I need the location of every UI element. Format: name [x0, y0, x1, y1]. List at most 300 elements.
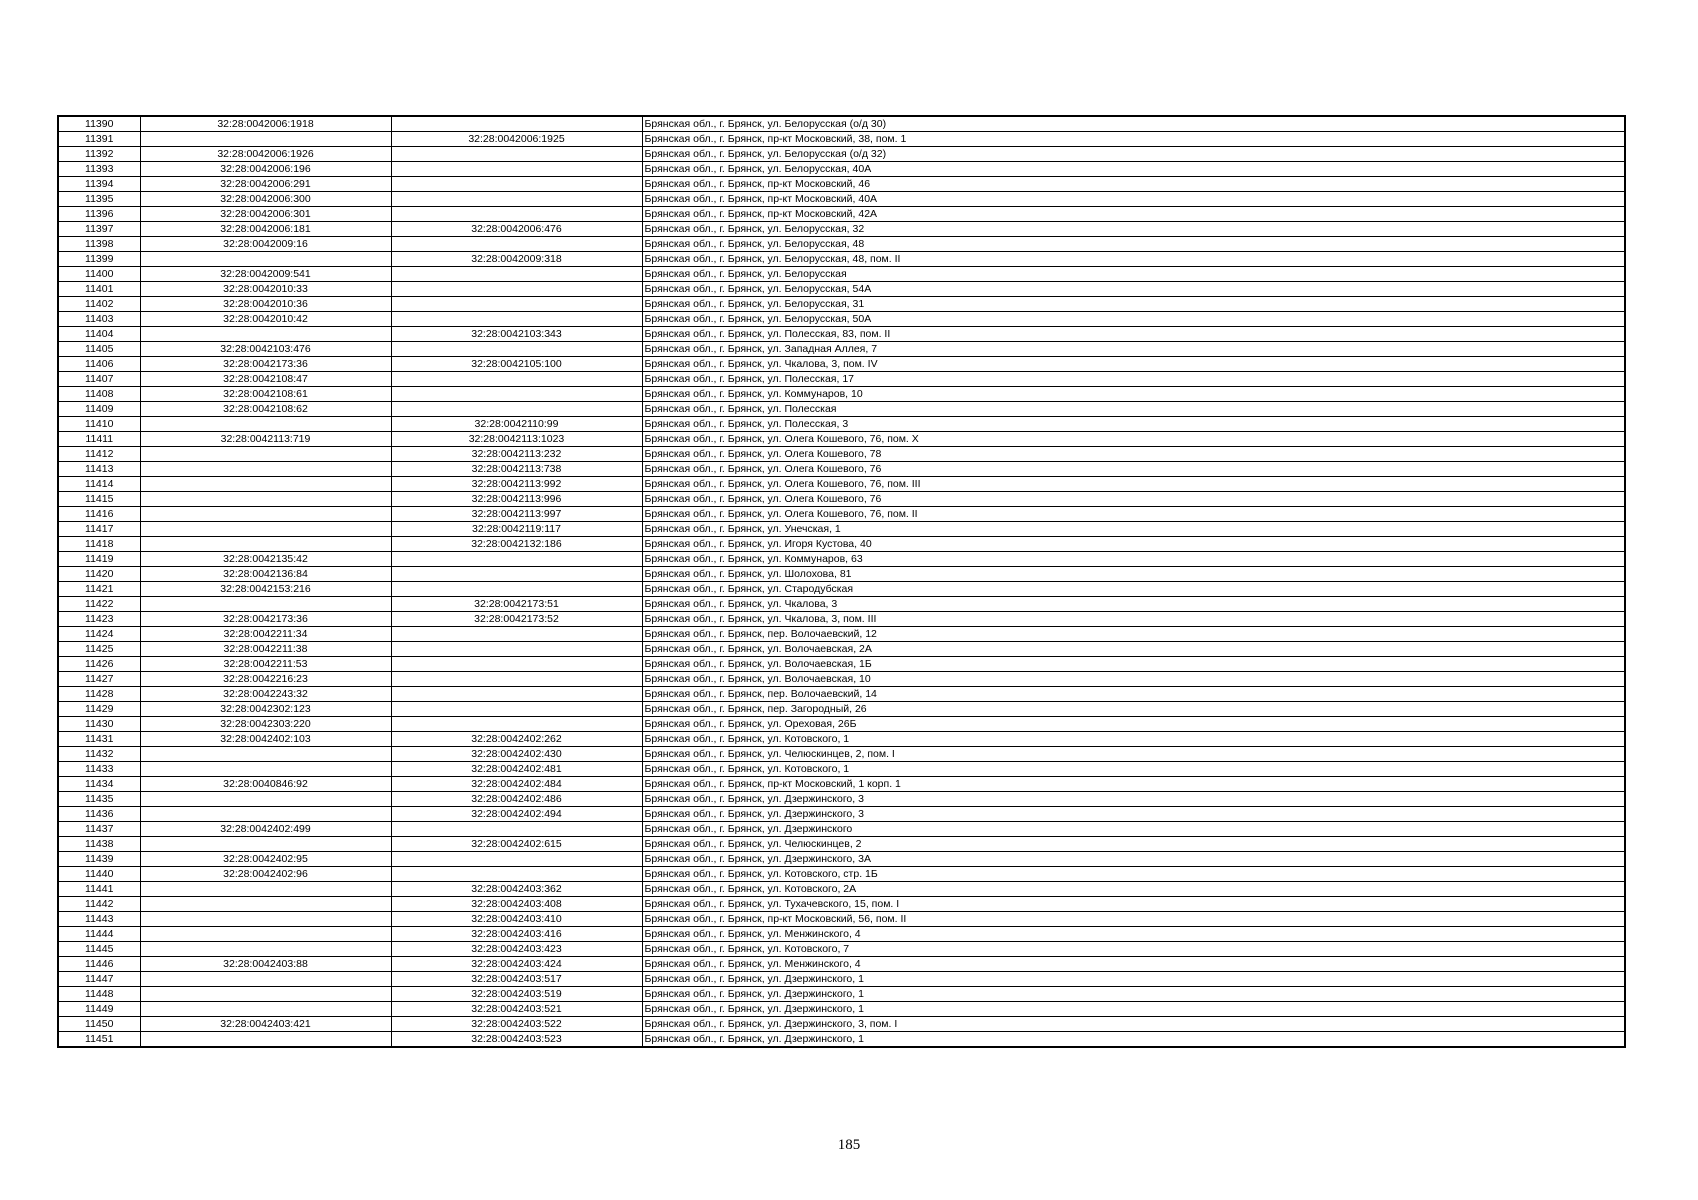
row-number-cell: 11392 [58, 147, 140, 162]
cadastral-number-cell: 32:28:0042006:1918 [140, 116, 391, 132]
table-row [58, 702, 1625, 717]
cadastral-number-cell [140, 897, 391, 912]
cadastral-number-cell: 32:28:0042006:181 [140, 222, 391, 237]
table-row [58, 477, 1625, 492]
address-cell: Брянская обл., г. Брянск, ул. Дзержинского, 1 [642, 972, 1625, 987]
table-row [58, 297, 1625, 312]
row-number-cell: 11412 [58, 447, 140, 462]
table-row [58, 777, 1625, 792]
table-row [58, 807, 1625, 822]
row-number-cell: 11395 [58, 192, 140, 207]
cadastral-number-cell [140, 882, 391, 897]
cadastral-number-cell [140, 987, 391, 1002]
row-number-cell: 11449 [58, 1002, 140, 1017]
address-cell: Брянская обл., г. Брянск, ул. Ореховая, 26Б [642, 717, 1625, 732]
cadastral-number-cell [140, 912, 391, 927]
table-row [58, 687, 1625, 702]
cadastral-number-cell: 32:28:0042136:84 [140, 567, 391, 582]
address-cell: Брянская обл., г. Брянск, ул. Олега Кошевого, 76, пом. II [642, 507, 1625, 522]
related-cadastral-number-cell [391, 177, 642, 192]
address-cell: Брянская обл., г. Брянск, ул. Дзержинского, 1 [642, 1032, 1625, 1048]
related-cadastral-number-cell [391, 207, 642, 222]
row-number-cell: 11426 [58, 657, 140, 672]
table-row [58, 252, 1625, 267]
address-cell: Брянская обл., г. Брянск, ул. Дзержинского, 1 [642, 987, 1625, 1002]
address-cell: Брянская обл., г. Брянск, пер. Волочаевский, 14 [642, 687, 1625, 702]
address-cell: Брянская обл., г. Брянск, пер. Волочаевский, 12 [642, 627, 1625, 642]
cadastral-number-cell: 32:28:0042302:123 [140, 702, 391, 717]
related-cadastral-number-cell: 32:28:0042402:262 [391, 732, 642, 747]
address-cell: Брянская обл., г. Брянск, ул. Котовского, стр. 1Б [642, 867, 1625, 882]
address-cell: Брянская обл., г. Брянск, ул. Олега Кошевого, 78 [642, 447, 1625, 462]
address-cell: Брянская обл., г. Брянск, ул. Чкалова, 3 [642, 597, 1625, 612]
cadastral-number-cell: 32:28:0042006:291 [140, 177, 391, 192]
cadastral-number-cell: 32:28:0042010:33 [140, 282, 391, 297]
related-cadastral-number-cell: 32:28:0042113:992 [391, 477, 642, 492]
table-row [58, 432, 1625, 447]
row-number-cell: 11405 [58, 342, 140, 357]
row-number-cell: 11432 [58, 747, 140, 762]
related-cadastral-number-cell: 32:28:0042009:318 [391, 252, 642, 267]
row-number-cell: 11390 [58, 116, 140, 132]
table-row [58, 942, 1625, 957]
cadastral-number-cell: 32:28:0042113:719 [140, 432, 391, 447]
address-cell: Брянская обл., г. Брянск, пер. Загородный, 26 [642, 702, 1625, 717]
row-number-cell: 11398 [58, 237, 140, 252]
table-row [58, 417, 1625, 432]
address-cell: Брянская обл., г. Брянск, ул. Котовского, 2А [642, 882, 1625, 897]
address-cell: Брянская обл., г. Брянск, ул. Полесская [642, 402, 1625, 417]
address-cell: Брянская обл., г. Брянск, ул. Западная Аллея, 7 [642, 342, 1625, 357]
row-number-cell: 11451 [58, 1032, 140, 1048]
related-cadastral-number-cell [391, 822, 642, 837]
address-cell: Брянская обл., г. Брянск, ул. Белорусская, 48 [642, 237, 1625, 252]
related-cadastral-number-cell: 32:28:0042403:517 [391, 972, 642, 987]
table-row [58, 627, 1625, 642]
address-cell: Брянская обл., г. Брянск, ул. Игоря Кустова, 40 [642, 537, 1625, 552]
related-cadastral-number-cell: 32:28:0042403:416 [391, 927, 642, 942]
related-cadastral-number-cell [391, 642, 642, 657]
related-cadastral-number-cell: 32:28:0042006:1925 [391, 132, 642, 147]
row-number-cell: 11425 [58, 642, 140, 657]
row-number-cell: 11448 [58, 987, 140, 1002]
related-cadastral-number-cell [391, 657, 642, 672]
table-row [58, 762, 1625, 777]
related-cadastral-number-cell [391, 147, 642, 162]
related-cadastral-number-cell: 32:28:0042113:1023 [391, 432, 642, 447]
related-cadastral-number-cell: 32:28:0042113:996 [391, 492, 642, 507]
cadastral-number-cell [140, 477, 391, 492]
related-cadastral-number-cell: 32:28:0042402:486 [391, 792, 642, 807]
related-cadastral-number-cell: 32:28:0042403:522 [391, 1017, 642, 1032]
cadastral-number-cell: 32:28:0042403:88 [140, 957, 391, 972]
address-cell: Брянская обл., г. Брянск, ул. Полесская, 17 [642, 372, 1625, 387]
table-row [58, 747, 1625, 762]
cadastral-number-cell [140, 942, 391, 957]
table-row [58, 372, 1625, 387]
cadastral-number-cell: 32:28:0042402:103 [140, 732, 391, 747]
table-row [58, 552, 1625, 567]
row-number-cell: 11417 [58, 522, 140, 537]
address-cell: Брянская обл., г. Брянск, ул. Дзержинского, 3, пом. I [642, 1017, 1625, 1032]
related-cadastral-number-cell: 32:28:0042402:484 [391, 777, 642, 792]
cadastral-number-cell [140, 837, 391, 852]
table-row [58, 732, 1625, 747]
related-cadastral-number-cell: 32:28:0042403:362 [391, 882, 642, 897]
row-number-cell: 11413 [58, 462, 140, 477]
related-cadastral-number-cell: 32:28:0042113:738 [391, 462, 642, 477]
table-row [58, 897, 1625, 912]
address-cell: Брянская обл., г. Брянск, ул. Котовского, 7 [642, 942, 1625, 957]
row-number-cell: 11394 [58, 177, 140, 192]
related-cadastral-number-cell [391, 852, 642, 867]
address-cell: Брянская обл., г. Брянск, ул. Котовского, 1 [642, 762, 1625, 777]
page-number: 185 [837, 1137, 861, 1153]
address-cell: Брянская обл., г. Брянск, ул. Белорусская, 54А [642, 282, 1625, 297]
table-row [58, 582, 1625, 597]
cadastral-number-cell: 32:28:0042006:1926 [140, 147, 391, 162]
registry-table-body [58, 116, 1625, 1047]
related-cadastral-number-cell [391, 687, 642, 702]
address-cell: Брянская обл., г. Брянск, ул. Дзержинского, 3 [642, 807, 1625, 822]
related-cadastral-number-cell [391, 552, 642, 567]
related-cadastral-number-cell [391, 717, 642, 732]
address-cell: Брянская обл., г. Брянск, ул. Менжинского, 4 [642, 927, 1625, 942]
address-cell: Брянская обл., г. Брянск, ул. Чкалова, 3, пом. III [642, 612, 1625, 627]
table-row [58, 147, 1625, 162]
table-row [58, 672, 1625, 687]
address-cell: Брянская обл., г. Брянск, ул. Дзержинского, 1 [642, 1002, 1625, 1017]
cadastral-number-cell: 32:28:0042402:499 [140, 822, 391, 837]
row-number-cell: 11396 [58, 207, 140, 222]
row-number-cell: 11427 [58, 672, 140, 687]
row-number-cell: 11420 [58, 567, 140, 582]
cadastral-number-cell: 32:28:0042243:32 [140, 687, 391, 702]
related-cadastral-number-cell [391, 342, 642, 357]
table-row [58, 492, 1625, 507]
row-number-cell: 11435 [58, 792, 140, 807]
address-cell: Брянская обл., г. Брянск, ул. Белорусская (о/д 32) [642, 147, 1625, 162]
table-row [58, 612, 1625, 627]
row-number-cell: 11406 [58, 357, 140, 372]
cadastral-number-cell [140, 522, 391, 537]
related-cadastral-number-cell: 32:28:0042403:408 [391, 897, 642, 912]
row-number-cell: 11403 [58, 312, 140, 327]
table-row [58, 327, 1625, 342]
related-cadastral-number-cell: 32:28:0042103:343 [391, 327, 642, 342]
address-cell: Брянская обл., г. Брянск, ул. Полесская, 83, пом. II [642, 327, 1625, 342]
row-number-cell: 11433 [58, 762, 140, 777]
table-row [58, 1032, 1625, 1048]
table-row [58, 822, 1625, 837]
registry-table [57, 115, 1626, 1048]
address-cell: Брянская обл., г. Брянск, ул. Коммунаров, 10 [642, 387, 1625, 402]
row-number-cell: 11439 [58, 852, 140, 867]
cadastral-number-cell: 32:28:0042135:42 [140, 552, 391, 567]
cadastral-number-cell: 32:28:0042303:220 [140, 717, 391, 732]
address-cell: Брянская обл., г. Брянск, ул. Белорусская, 48, пом. II [642, 252, 1625, 267]
row-number-cell: 11446 [58, 957, 140, 972]
cadastral-number-cell: 32:28:0042006:300 [140, 192, 391, 207]
address-cell: Брянская обл., г. Брянск, пр-кт Московский, 38, пом. 1 [642, 132, 1625, 147]
address-cell: Брянская обл., г. Брянск, ул. Чкалова, 3, пом. IV [642, 357, 1625, 372]
row-number-cell: 11424 [58, 627, 140, 642]
address-cell: Брянская обл., г. Брянск, пр-кт Московский, 42А [642, 207, 1625, 222]
table-row [58, 657, 1625, 672]
address-cell: Брянская обл., г. Брянск, ул. Олега Кошевого, 76 [642, 462, 1625, 477]
related-cadastral-number-cell [391, 387, 642, 402]
table-row [58, 792, 1625, 807]
row-number-cell: 11436 [58, 807, 140, 822]
table-row [58, 237, 1625, 252]
related-cadastral-number-cell: 32:28:0042403:521 [391, 1002, 642, 1017]
cadastral-number-cell [140, 1032, 391, 1048]
table-row [58, 1002, 1625, 1017]
address-cell: Брянская обл., г. Брянск, ул. Дзержинского [642, 822, 1625, 837]
row-number-cell: 11443 [58, 912, 140, 927]
address-cell: Брянская обл., г. Брянск, ул. Белорусская, 40А [642, 162, 1625, 177]
table-row [58, 222, 1625, 237]
table-row [58, 447, 1625, 462]
table-row [58, 642, 1625, 657]
table-row [58, 312, 1625, 327]
cadastral-number-cell [140, 1002, 391, 1017]
table-row [58, 267, 1625, 282]
related-cadastral-number-cell: 32:28:0042403:523 [391, 1032, 642, 1048]
row-number-cell: 11431 [58, 732, 140, 747]
row-number-cell: 11430 [58, 717, 140, 732]
row-number-cell: 11415 [58, 492, 140, 507]
row-number-cell: 11399 [58, 252, 140, 267]
cadastral-number-cell: 32:28:0040846:92 [140, 777, 391, 792]
cadastral-number-cell: 32:28:0042173:36 [140, 612, 391, 627]
address-cell: Брянская обл., г. Брянск, ул. Белорусская, 32 [642, 222, 1625, 237]
cadastral-number-cell: 32:28:0042010:36 [140, 297, 391, 312]
row-number-cell: 11418 [58, 537, 140, 552]
related-cadastral-number-cell: 32:28:0042132:186 [391, 537, 642, 552]
table-row [58, 192, 1625, 207]
table-row [58, 972, 1625, 987]
address-cell: Брянская обл., г. Брянск, пр-кт Московский, 46 [642, 177, 1625, 192]
cadastral-number-cell [140, 807, 391, 822]
row-number-cell: 11450 [58, 1017, 140, 1032]
row-number-cell: 11421 [58, 582, 140, 597]
cadastral-number-cell: 32:28:0042009:541 [140, 267, 391, 282]
row-number-cell: 11404 [58, 327, 140, 342]
table-row [58, 132, 1625, 147]
address-cell: Брянская обл., г. Брянск, ул. Дзержинского, 3 [642, 792, 1625, 807]
row-number-cell: 11410 [58, 417, 140, 432]
table-row [58, 342, 1625, 357]
cadastral-number-cell [140, 537, 391, 552]
related-cadastral-number-cell [391, 672, 642, 687]
row-number-cell: 11393 [58, 162, 140, 177]
table-row [58, 462, 1625, 477]
row-number-cell: 11409 [58, 402, 140, 417]
cadastral-number-cell [140, 927, 391, 942]
cadastral-number-cell [140, 327, 391, 342]
row-number-cell: 11444 [58, 927, 140, 942]
address-cell: Брянская обл., г. Брянск, ул. Челюскинцев, 2 [642, 837, 1625, 852]
row-number-cell: 11402 [58, 297, 140, 312]
cadastral-number-cell [140, 762, 391, 777]
related-cadastral-number-cell [391, 282, 642, 297]
cadastral-number-cell [140, 417, 391, 432]
cadastral-number-cell: 32:28:0042153:216 [140, 582, 391, 597]
related-cadastral-number-cell [391, 867, 642, 882]
table-row [58, 912, 1625, 927]
address-cell: Брянская обл., г. Брянск, ул. Котовского, 1 [642, 732, 1625, 747]
table-row [58, 507, 1625, 522]
cadastral-number-cell [140, 462, 391, 477]
table-row [58, 852, 1625, 867]
table-row [58, 207, 1625, 222]
cadastral-number-cell [140, 747, 391, 762]
related-cadastral-number-cell: 32:28:0042113:997 [391, 507, 642, 522]
row-number-cell: 11428 [58, 687, 140, 702]
related-cadastral-number-cell [391, 402, 642, 417]
table-row [58, 927, 1625, 942]
cadastral-number-cell: 32:28:0042108:61 [140, 387, 391, 402]
address-cell: Брянская обл., г. Брянск, ул. Волочаевская, 2А [642, 642, 1625, 657]
related-cadastral-number-cell: 32:28:0042403:519 [391, 987, 642, 1002]
related-cadastral-number-cell: 32:28:0042113:232 [391, 447, 642, 462]
related-cadastral-number-cell [391, 192, 642, 207]
related-cadastral-number-cell: 32:28:0042110:99 [391, 417, 642, 432]
row-number-cell: 11411 [58, 432, 140, 447]
related-cadastral-number-cell [391, 702, 642, 717]
related-cadastral-number-cell: 32:28:0042402:494 [391, 807, 642, 822]
cadastral-number-cell: 32:28:0042006:196 [140, 162, 391, 177]
table-row [58, 522, 1625, 537]
related-cadastral-number-cell: 32:28:0042105:100 [391, 357, 642, 372]
address-cell: Брянская обл., г. Брянск, ул. Олега Кошевого, 76 [642, 492, 1625, 507]
cadastral-number-cell [140, 252, 391, 267]
table-row [58, 867, 1625, 882]
address-cell: Брянская обл., г. Брянск, ул. Олега Кошевого, 76, пом. X [642, 432, 1625, 447]
cadastral-number-cell: 32:28:0042211:38 [140, 642, 391, 657]
related-cadastral-number-cell [391, 162, 642, 177]
cadastral-number-cell: 32:28:0042108:62 [140, 402, 391, 417]
related-cadastral-number-cell [391, 567, 642, 582]
address-cell: Брянская обл., г. Брянск, ул. Менжинского, 4 [642, 957, 1625, 972]
table-row [58, 177, 1625, 192]
related-cadastral-number-cell: 32:28:0042403:410 [391, 912, 642, 927]
address-cell: Брянская обл., г. Брянск, ул. Волочаевская, 1Б [642, 657, 1625, 672]
related-cadastral-number-cell [391, 627, 642, 642]
table-row [58, 116, 1625, 132]
address-cell: Брянская обл., г. Брянск, ул. Белорусская, 31 [642, 297, 1625, 312]
cadastral-number-cell: 32:28:0042009:16 [140, 237, 391, 252]
row-number-cell: 11440 [58, 867, 140, 882]
related-cadastral-number-cell: 32:28:0042403:424 [391, 957, 642, 972]
address-cell: Брянская обл., г. Брянск, ул. Стародубская [642, 582, 1625, 597]
table-row [58, 162, 1625, 177]
table-row [58, 957, 1625, 972]
related-cadastral-number-cell: 32:28:0042119:117 [391, 522, 642, 537]
address-cell: Брянская обл., г. Брянск, ул. Унечская, 1 [642, 522, 1625, 537]
related-cadastral-number-cell: 32:28:0042402:481 [391, 762, 642, 777]
table-row [58, 717, 1625, 732]
address-cell: Брянская обл., г. Брянск, ул. Челюскинцев, 2, пом. I [642, 747, 1625, 762]
row-number-cell: 11401 [58, 282, 140, 297]
cadastral-number-cell [140, 507, 391, 522]
row-number-cell: 11429 [58, 702, 140, 717]
related-cadastral-number-cell [391, 372, 642, 387]
row-number-cell: 11391 [58, 132, 140, 147]
related-cadastral-number-cell: 32:28:0042173:51 [391, 597, 642, 612]
address-cell: Брянская обл., г. Брянск, ул. Шолохова, 81 [642, 567, 1625, 582]
address-cell: Брянская обл., г. Брянск, ул. Полесская, 3 [642, 417, 1625, 432]
table-row [58, 1017, 1625, 1032]
cadastral-number-cell [140, 492, 391, 507]
cadastral-number-cell: 32:28:0042103:476 [140, 342, 391, 357]
cadastral-number-cell [140, 447, 391, 462]
address-cell: Брянская обл., г. Брянск, ул. Белорусская, 50А [642, 312, 1625, 327]
address-cell: Брянская обл., г. Брянск, ул. Белорусская (о/д 30) [642, 116, 1625, 132]
row-number-cell: 11441 [58, 882, 140, 897]
table-row [58, 597, 1625, 612]
related-cadastral-number-cell [391, 267, 642, 282]
cadastral-number-cell: 32:28:0042402:96 [140, 867, 391, 882]
row-number-cell: 11419 [58, 552, 140, 567]
related-cadastral-number-cell: 32:28:0042402:430 [391, 747, 642, 762]
cadastral-number-cell [140, 792, 391, 807]
address-cell: Брянская обл., г. Брянск, пр-кт Московский, 56, пом. II [642, 912, 1625, 927]
row-number-cell: 11423 [58, 612, 140, 627]
row-number-cell: 11408 [58, 387, 140, 402]
related-cadastral-number-cell [391, 237, 642, 252]
table-row [58, 357, 1625, 372]
address-cell: Брянская обл., г. Брянск, ул. Дзержинского, 3А [642, 852, 1625, 867]
related-cadastral-number-cell: 32:28:0042173:52 [391, 612, 642, 627]
row-number-cell: 11407 [58, 372, 140, 387]
address-cell: Брянская обл., г. Брянск, ул. Белорусская [642, 267, 1625, 282]
address-cell: Брянская обл., г. Брянск, пр-кт Московский, 40А [642, 192, 1625, 207]
table-row [58, 402, 1625, 417]
row-number-cell: 11397 [58, 222, 140, 237]
table-row [58, 837, 1625, 852]
related-cadastral-number-cell: 32:28:0042403:423 [391, 942, 642, 957]
row-number-cell: 11400 [58, 267, 140, 282]
row-number-cell: 11447 [58, 972, 140, 987]
table-row [58, 567, 1625, 582]
cadastral-number-cell: 32:28:0042216:23 [140, 672, 391, 687]
row-number-cell: 11438 [58, 837, 140, 852]
cadastral-number-cell: 32:28:0042108:47 [140, 372, 391, 387]
cadastral-number-cell: 32:28:0042006:301 [140, 207, 391, 222]
cadastral-number-cell: 32:28:0042173:36 [140, 357, 391, 372]
cadastral-number-cell: 32:28:0042402:95 [140, 852, 391, 867]
table-row [58, 282, 1625, 297]
address-cell: Брянская обл., г. Брянск, ул. Олега Кошевого, 76, пом. III [642, 477, 1625, 492]
related-cadastral-number-cell [391, 312, 642, 327]
row-number-cell: 11437 [58, 822, 140, 837]
cadastral-number-cell [140, 132, 391, 147]
related-cadastral-number-cell [391, 297, 642, 312]
row-number-cell: 11442 [58, 897, 140, 912]
row-number-cell: 11416 [58, 507, 140, 522]
related-cadastral-number-cell: 32:28:0042006:476 [391, 222, 642, 237]
cadastral-number-cell: 32:28:0042403:421 [140, 1017, 391, 1032]
related-cadastral-number-cell [391, 582, 642, 597]
cadastral-number-cell: 32:28:0042010:42 [140, 312, 391, 327]
table-row [58, 987, 1625, 1002]
row-number-cell: 11414 [58, 477, 140, 492]
table-row [58, 387, 1625, 402]
address-cell: Брянская обл., г. Брянск, ул. Коммунаров, 63 [642, 552, 1625, 567]
row-number-cell: 11422 [58, 597, 140, 612]
